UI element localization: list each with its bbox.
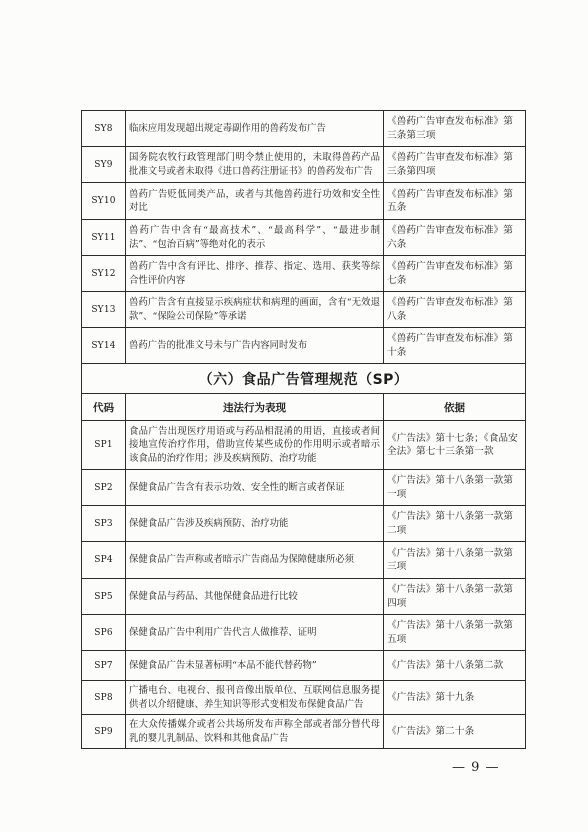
table-row — [82, 183, 526, 220]
row-violation: 在大众传播媒介或者公共场所发布声称全部或者部分替代母乳的婴儿乳制品、饮料和其他食品广告 — [126, 715, 384, 749]
section-title: （六）食品广告管理规范（SP） — [82, 364, 526, 394]
row-basis: 《兽药广告审查发布标准》第七条 — [384, 256, 526, 292]
row-code: SP8 — [82, 681, 126, 715]
row-violation: 保健食品广告未显著标明“本品不能代替药物” — [126, 651, 384, 681]
row-basis: 《广告法》第十八条第二款 — [384, 651, 526, 681]
row-basis: 《广告法》第十七条；《食品安全法》第七十三条第一款 — [384, 421, 526, 470]
row-basis: 《兽药广告审查发布标准》第三条第三项 — [384, 111, 526, 147]
row-violation: 兽药广告的批准文号未与广告内容同时发布 — [126, 328, 384, 364]
row-violation: 国务院农牧行政管理部门明令禁止使用的，未取得兽药产品批准文号或者未取得《进口兽药注册证书》的兽药发布广告 — [126, 147, 384, 183]
table-row — [82, 542, 526, 579]
table-row — [82, 292, 526, 328]
row-basis: 《广告法》第十八条第一款第三项 — [384, 542, 526, 579]
row-code: SP6 — [82, 615, 126, 651]
row-code: SP7 — [82, 651, 126, 681]
row-violation: 保健食品广告含有表示功效、安全性的断言或者保证 — [126, 470, 384, 506]
table-row — [82, 111, 526, 147]
regulation-table — [81, 110, 526, 749]
row-code: SY8 — [82, 111, 126, 147]
row-violation: 保健食品广告声称或者暗示广告商品为保障健康所必须 — [126, 542, 384, 579]
table-row — [82, 328, 526, 364]
row-violation: 兽药广告含有直接显示疾病症状和病理的画面，含有“无效退款”、“保险公司保险”等承诺 — [126, 292, 384, 328]
table-row — [82, 579, 526, 615]
row-violation: 兽药广告中含有“最高技术”、“最高科学”、“最进步制法”、“包治百病”等绝对化的表示 — [126, 220, 384, 256]
row-basis: 《广告法》第十八条第一款第五项 — [384, 615, 526, 651]
row-code: SY11 — [82, 220, 126, 256]
column-header-violation: 违法行为表现 — [126, 394, 384, 421]
table-row — [82, 506, 526, 542]
table-row — [82, 615, 526, 651]
row-violation: 保健食品广告涉及疾病预防、治疗功能 — [126, 506, 384, 542]
row-code: SP4 — [82, 542, 126, 579]
row-violation: 临床应用发现超出规定毒副作用的兽药发布广告 — [126, 111, 384, 147]
table-row — [82, 651, 526, 681]
row-basis: 《兽药广告审查发布标准》第八条 — [384, 292, 526, 328]
table-row — [82, 421, 526, 470]
row-violation: 兽药广告中含有评比、排序、推荐、指定、选用、获奖等综合性评价内容 — [126, 256, 384, 292]
row-violation: 保健食品与药品、其他保健食品进行比较 — [126, 579, 384, 615]
row-violation: 食品广告出现医疗用语或与药品相混淆的用语，直接或者间接地宣传治疗作用，借助宣传某些成份的作用明示或者暗示该食品的治疗作用；涉及疾病预防、治疗功能 — [126, 421, 384, 470]
row-basis: 《广告法》第十八条第一款第二项 — [384, 506, 526, 542]
row-basis: 《广告法》第十八条第一款第四项 — [384, 579, 526, 615]
row-code: SP2 — [82, 470, 126, 506]
row-code: SY14 — [82, 328, 126, 364]
row-code: SP9 — [82, 715, 126, 749]
column-header-row — [82, 394, 526, 421]
page-number: — 9 — — [452, 760, 500, 775]
row-code: SP5 — [82, 579, 126, 615]
row-basis: 《兽药广告审查发布标准》第十条 — [384, 328, 526, 364]
column-header-basis: 依据 — [384, 394, 526, 421]
row-code: SY10 — [82, 183, 126, 220]
section-header-row — [82, 364, 526, 394]
row-basis: 《广告法》第十八条第一款第一项 — [384, 470, 526, 506]
row-basis: 《广告法》第二十条 — [384, 715, 526, 749]
row-code: SY13 — [82, 292, 126, 328]
row-code: SP3 — [82, 506, 126, 542]
row-violation: 保健食品广告中利用广告代言人做推荐、证明 — [126, 615, 384, 651]
row-violation: 兽药广告贬低同类产品，或者与其他兽药进行功效和安全性对比 — [126, 183, 384, 220]
table-row — [82, 681, 526, 715]
row-code: SP1 — [82, 421, 126, 470]
row-basis: 《兽药广告审查发布标准》第三条第四项 — [384, 147, 526, 183]
table-row — [82, 220, 526, 256]
table-row — [82, 256, 526, 292]
column-header-code: 代码 — [82, 394, 126, 421]
row-basis: 《兽药广告审查发布标准》第五条 — [384, 183, 526, 220]
table-row — [82, 715, 526, 749]
table-row — [82, 470, 526, 506]
row-violation: 广播电台、电视台、报刊音像出版单位、互联网信息服务提供者以介绍健康、养生知识等形式变相发布保健食品广告 — [126, 681, 384, 715]
row-code: SY12 — [82, 256, 126, 292]
row-code: SY9 — [82, 147, 126, 183]
table-row — [82, 147, 526, 183]
row-basis: 《兽药广告审查发布标准》第六条 — [384, 220, 526, 256]
row-basis: 《广告法》第十九条 — [384, 681, 526, 715]
